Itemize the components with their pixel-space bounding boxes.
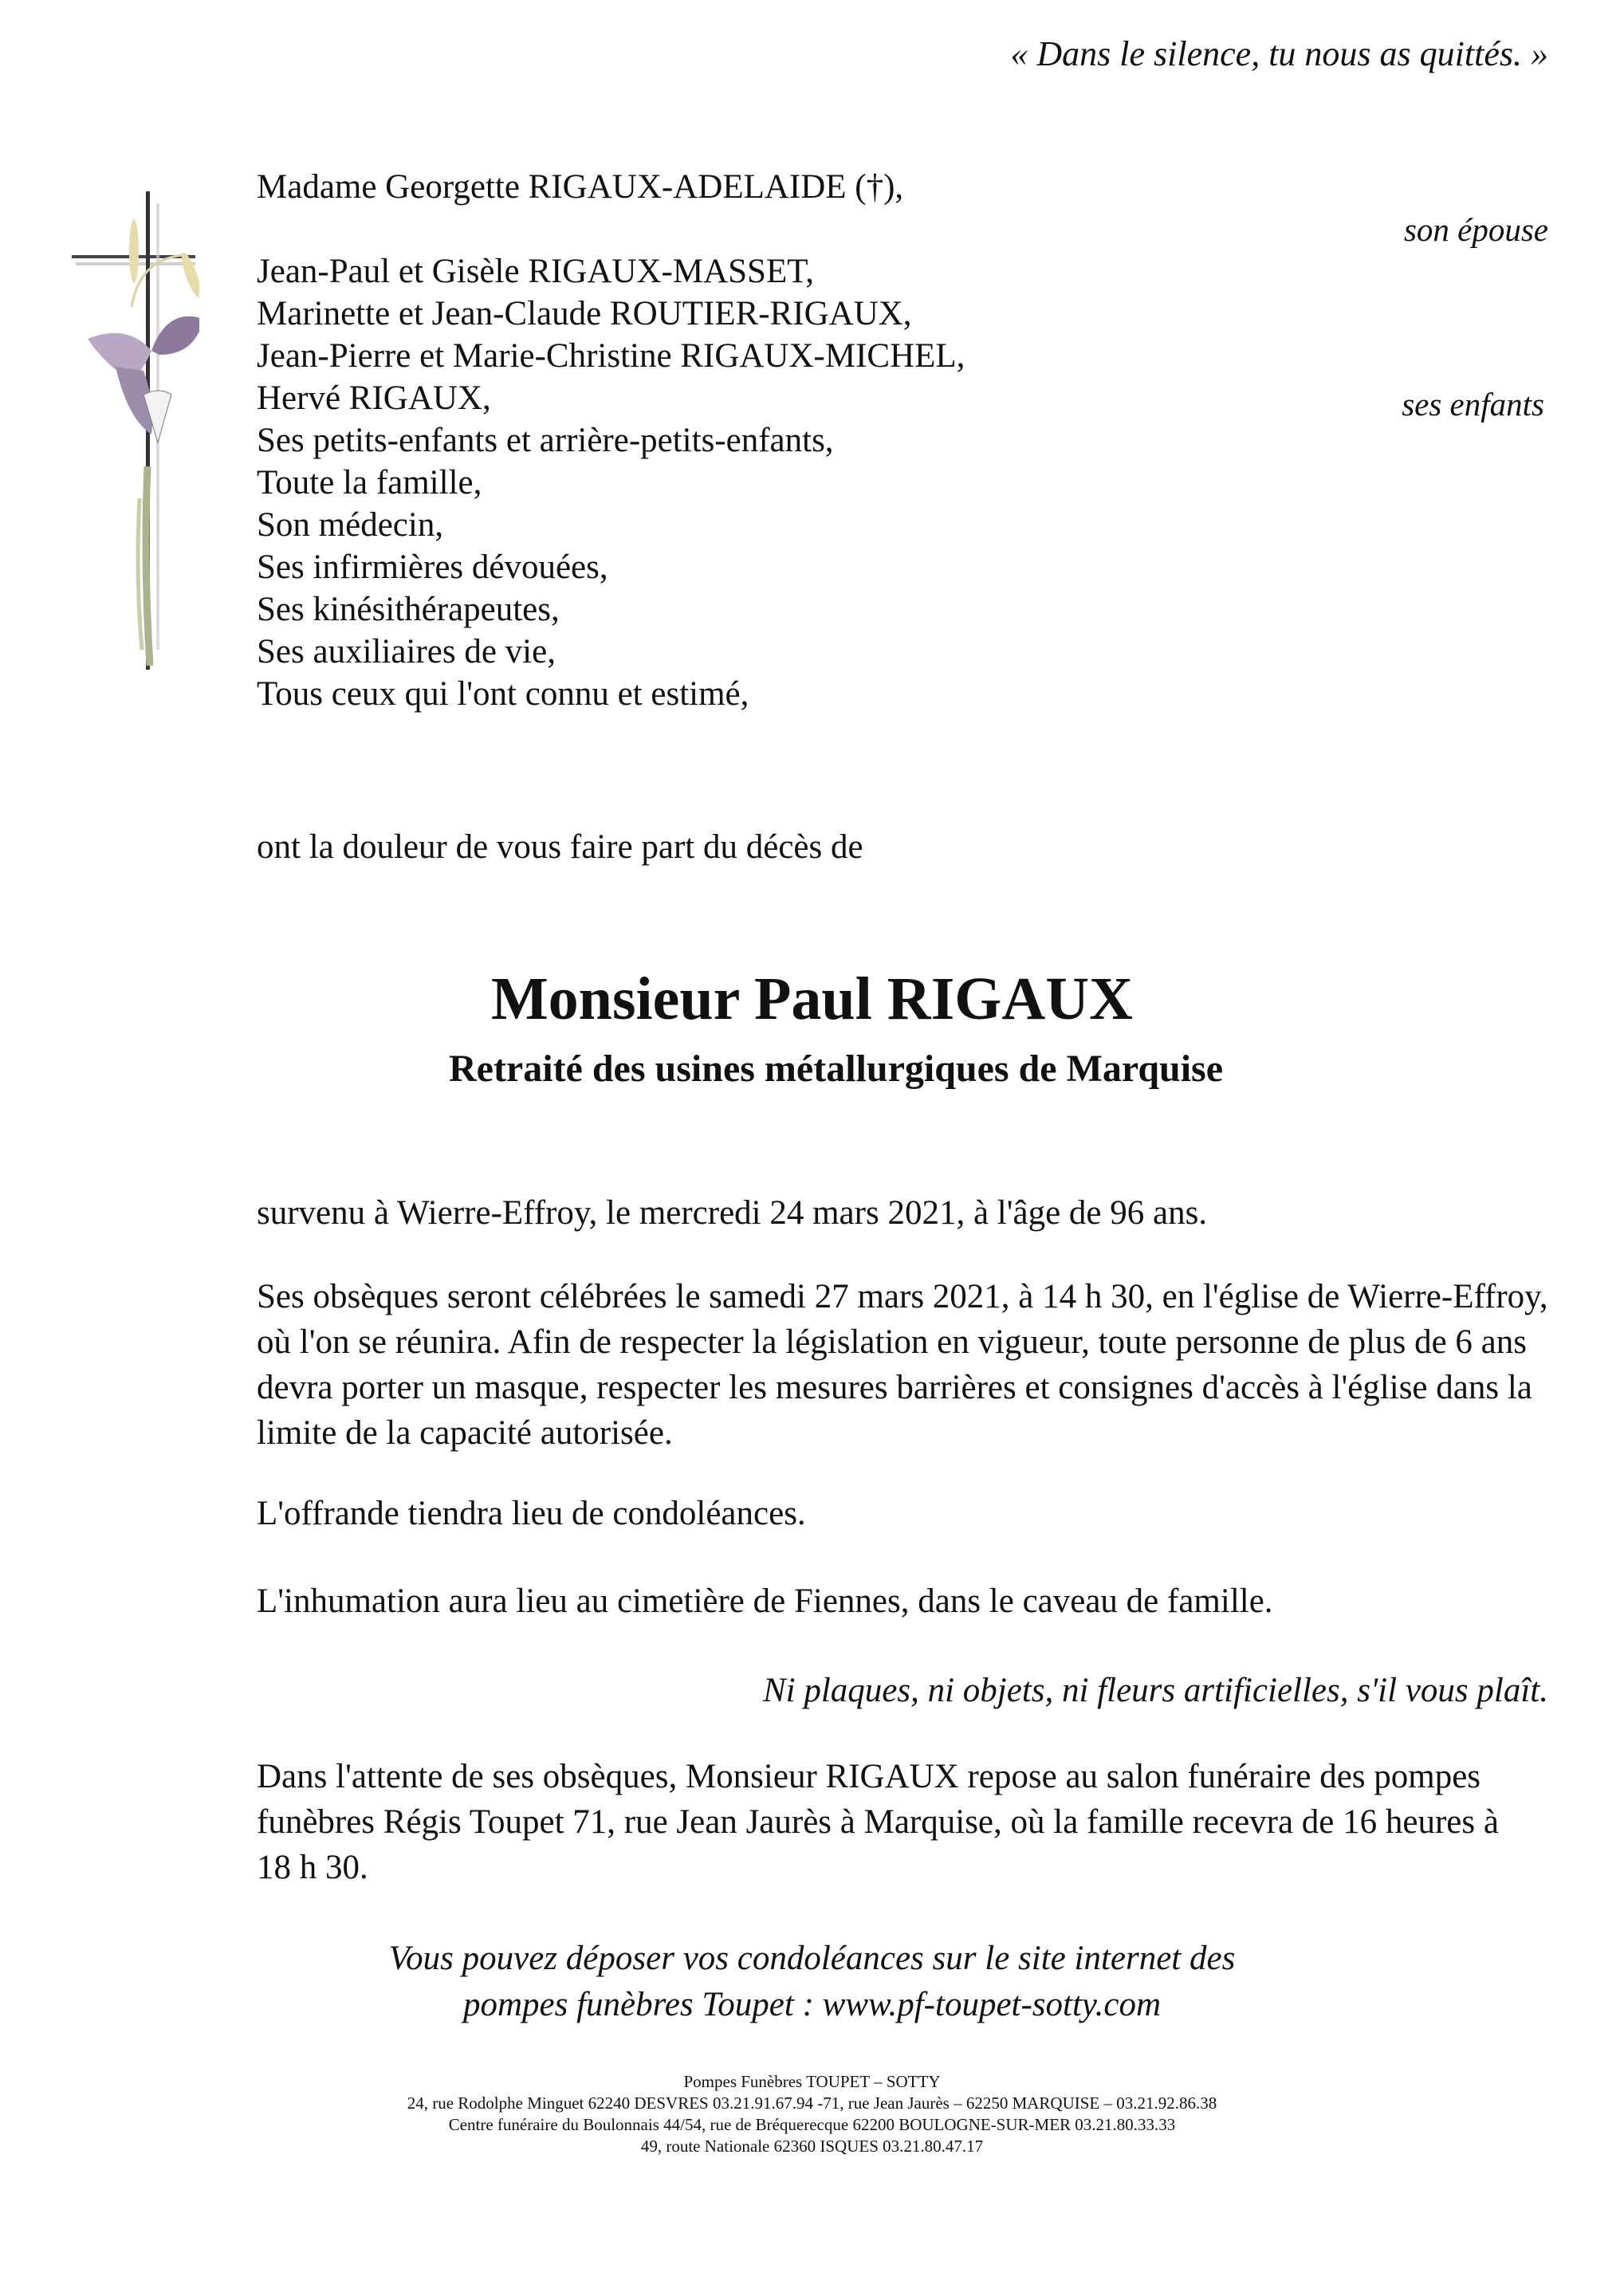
relative-entry: Son médecin, bbox=[257, 506, 444, 544]
footer-address: Centre funéraire du Boulonnais 44/54, rue de Bréquerecque 62200 BOULOGNE-SUR-MER 03.21.80.33.33 bbox=[448, 2115, 1176, 2134]
wake-paragraph: Dans l'attente de ses obsèques, Monsieur RIGAUX repose au salon funéraire des pompes funèbres Régis Toupet 71, rue Jean Jaurès à Marquise, où la famille recevra de 16 heures à 18 h 30. bbox=[257, 1758, 1499, 1886]
relative-entry: Ses auxiliaires de vie, bbox=[257, 633, 556, 670]
deceased-name: Monsieur Paul RIGAUX bbox=[490, 965, 1134, 1032]
children-role: ses enfants bbox=[1402, 386, 1544, 423]
offering-paragraph: L'offrande tiendra lieu de condoléances. bbox=[257, 1495, 806, 1532]
relative-entry: Ses petits-enfants et arrière-petits-enfants, bbox=[257, 422, 834, 459]
funeral-paragraph: Ses obsèques seront célébrées le samedi 27 mars 2021, à 14 h 30, en l'église de Wierre-Effroy, où l'on se réunira. Afin de respecter la législation en vigueur, toute personne de plus de 6 ans devra porter un masque, respecter les mesures barrières et consignes d'accès à l'église dans la limite de la capacité autorisée. bbox=[257, 1278, 1548, 1452]
child-entry: Jean-Paul et Gisèle RIGAUX-MASSET, bbox=[257, 253, 815, 290]
spouse-role: son épouse bbox=[1403, 211, 1548, 248]
footer-company: Pompes Funèbres TOUPET – SOTTY bbox=[683, 2072, 941, 2091]
relative-entry: Toute la famille, bbox=[257, 464, 482, 501]
relative-entry: Ses infirmières dévouées, bbox=[257, 548, 608, 586]
death-paragraph: survenu à Wierre-Effroy, le mercredi 24 mars 2021, à l'âge de 96 ans. bbox=[257, 1194, 1208, 1232]
deceased-title: Retraité des usines métallurgiques de Marquise bbox=[448, 1048, 1224, 1090]
online-condolences bbox=[0, 1936, 1624, 2028]
children-list bbox=[257, 250, 965, 715]
funeral-home-footer bbox=[0, 2071, 1624, 2157]
online-line-1: Vous pouvez déposer vos condoléances sur le site internet des bbox=[388, 1940, 1236, 1977]
relative-entry: Tous ceux qui l'ont connu et estimé, bbox=[257, 675, 749, 713]
online-website[interactable]: pompes funèbres Toupet : www.pf-toupet-sotty.com bbox=[462, 1986, 1162, 2023]
child-entry: Hervé RIGAUX, bbox=[257, 379, 491, 417]
epigraph: « Dans le silence, tu nous as quittés. » bbox=[1010, 34, 1548, 73]
relative-entry: Ses kinésithérapeutes, bbox=[257, 591, 560, 628]
burial-paragraph: L'inhumation aura lieu au cimetière de Fiennes, dans le caveau de famille. bbox=[257, 1582, 1273, 1620]
announcement-intro: ont la douleur de vous faire part du décès de bbox=[257, 828, 863, 866]
spouse-name: Madame Georgette RIGAUX-ADELAIDE (†), bbox=[257, 168, 904, 206]
cross-lily-icon bbox=[64, 179, 199, 682]
footer-address: 49, route Nationale 62360 ISQUES 03.21.80.47.17 bbox=[640, 2137, 984, 2156]
footer-address: 24, rue Rodolphe Minguet 62240 DESVRES 03.21.91.67.94 -71, rue Jean Jaurès – 62250 MARQUISE – 03.21.92.86.38 bbox=[407, 2094, 1217, 2113]
child-entry: Jean-Pierre et Marie-Christine RIGAUX-MICHEL, bbox=[257, 337, 965, 375]
flowers-request: Ni plaques, ni objets, ni fleurs artificielles, s'il vous plaît. bbox=[762, 1672, 1548, 1709]
child-entry: Marinette et Jean-Claude ROUTIER-RIGAUX, bbox=[257, 295, 912, 332]
